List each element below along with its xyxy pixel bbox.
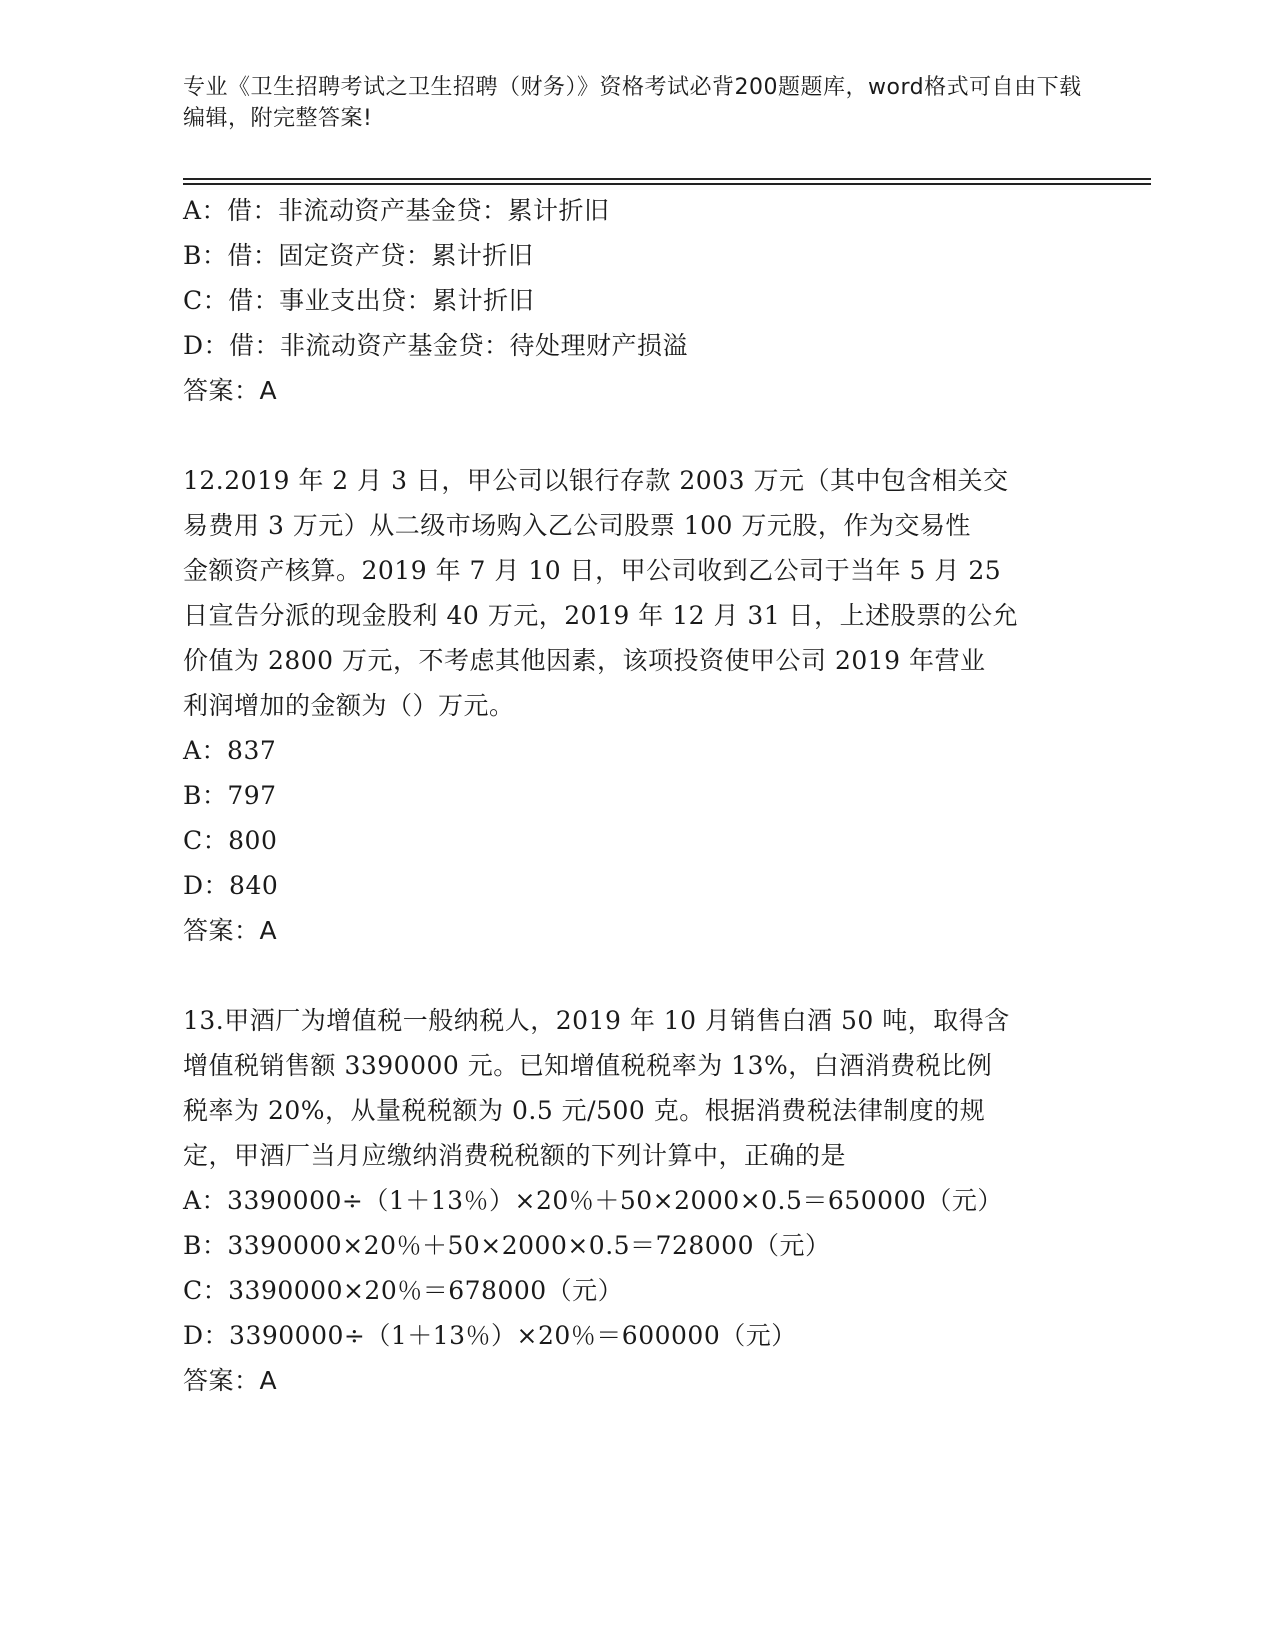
option-b: B：3390000×20％＋50×2000×0.5＝728000（元） (183, 1231, 831, 1260)
option-b: B：借：固定资产贷：累计折旧 (183, 241, 534, 270)
question-line: 价值为 2800 万元，不考虑其他因素，该项投资使甲公司 2019 年营业 (183, 646, 986, 675)
document-body (183, 188, 1083, 1403)
question-line: 增值税销售额 3390000 元。已知增值税税率为 13%，白酒消费税比例 (183, 1051, 993, 1080)
question-line: 日宣告分派的现金股利 40 万元，2019 年 12 月 31 日，上述股票的公允 (183, 601, 1019, 630)
answer-line: 答案：A (183, 916, 278, 945)
header-rule-bottom (183, 183, 1151, 185)
option-d: D：3390000÷（1＋13％）×20％＝600000（元） (183, 1321, 797, 1350)
option-a: A：837 (183, 736, 277, 765)
question-12-stem (183, 458, 1083, 728)
option-a: A：借：非流动资产基金贷：累计折旧 (183, 196, 610, 225)
answer-line: 答案：A (183, 1366, 278, 1395)
option-c: C：800 (183, 826, 278, 855)
option-b: B：797 (183, 781, 277, 810)
spacer (183, 953, 1083, 998)
option-d: D：借：非流动资产基金贷：待处理财产损溢 (183, 331, 689, 360)
header-rule-top (183, 178, 1151, 180)
option-c: C：借：事业支出贷：累计折旧 (183, 286, 535, 315)
question-13-stem (183, 998, 1083, 1178)
option-c: C：3390000×20％＝678000（元） (183, 1276, 624, 1305)
option-d: D：840 (183, 871, 279, 900)
question-line: 利润增加的金额为（）万元。 (183, 691, 515, 720)
question-line: 易费用 3 万元）从二级市场购入乙公司股票 100 万元股，作为交易性 (183, 511, 971, 540)
question-line: 税率为 20%，从量税税额为 0.5 元/500 克。根据消费税法律制度的规 (183, 1096, 986, 1125)
question-block-11 (183, 188, 1083, 413)
question-line: 定，甲酒厂当月应缴纳消费税税额的下列计算中，正确的是 (183, 1141, 847, 1170)
question-block-13 (183, 998, 1083, 1403)
spacer (183, 413, 1083, 458)
option-a: A：3390000÷（1＋13％）×20％＋50×2000×0.5＝650000（元） (183, 1186, 1003, 1215)
document-header: 专业《卫生招聘考试之卫生招聘（财务）》资格考试必背200题题库，word格式可自由下载编辑，附完整答案! (183, 75, 1082, 131)
question-line: 12.2019 年 2 月 3 日，甲公司以银行存款 2003 万元（其中包含相关交 (183, 466, 1009, 495)
question-line: 13.甲酒厂为增值税一般纳税人，2019 年 10 月销售白酒 50 吨，取得含 (183, 1006, 1010, 1035)
question-block-12 (183, 458, 1083, 953)
question-line: 金额资产核算。2019 年 7 月 10 日，甲公司收到乙公司于当年 5 月 25 (183, 556, 1002, 585)
answer-line: 答案：A (183, 376, 278, 405)
